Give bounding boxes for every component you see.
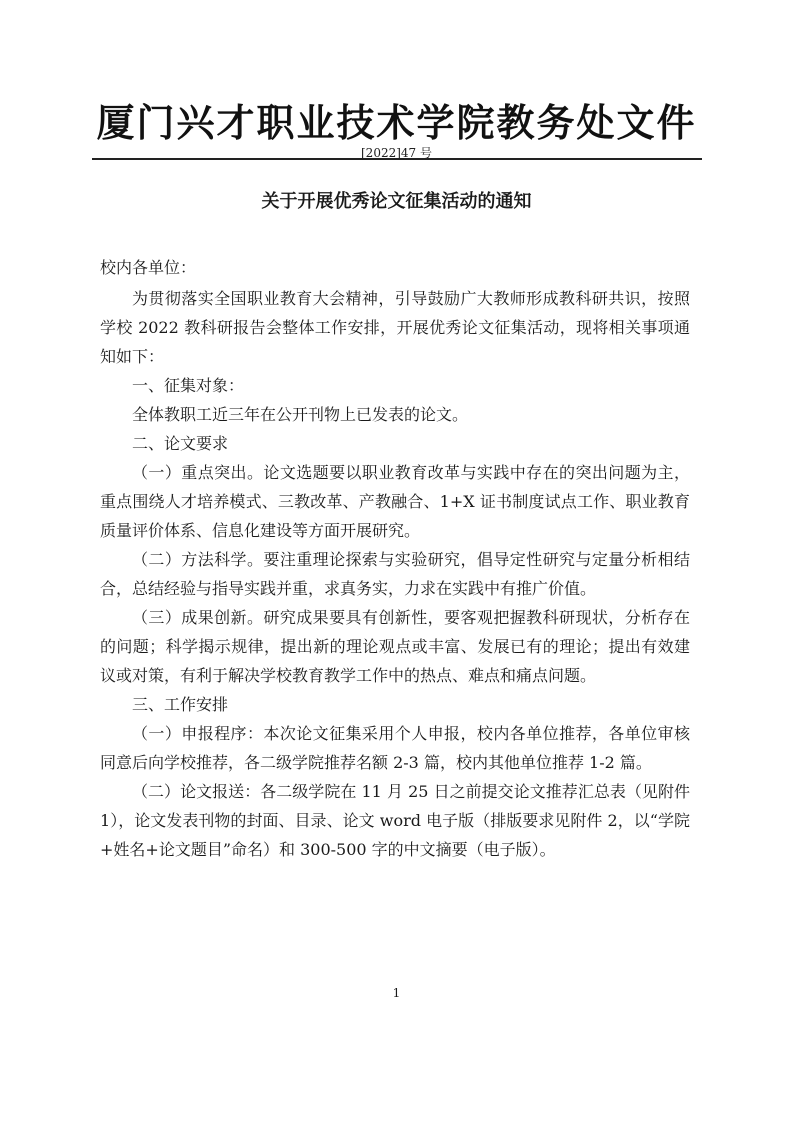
paragraph-requirement-3: （三）成果创新。研究成果要具有创新性，要客观把握教科研现状，分析存在的问题；科学揭示规律，提出新的理论观点或丰富、发展已有的理论；提出有效建议或对策，有利于解决学校教育教学工作中的热点、难点和痛点问题。	[100, 608, 690, 685]
paragraph-arrangement-2: （二）论文报送：各二级学院在 11 月 25 日之前提交论文推荐汇总表（见附件 1），论文发表刊物的封面、目录、论文 word 电子版（排版要求见附件 2，以“学院+姓名+论文题目”命名）和 300-500 字的中文摘要（电子版）。	[100, 782, 690, 859]
section-heading-2: 二、论文要求	[132, 434, 229, 453]
paragraph-intro: 为贯彻落实全国职业教育大会精神，引导鼓励广大教师形成教科研共识，按照学校 2022 教科研报告会整体工作安排，开展优秀论文征集活动，现将相关事项通知如下：	[100, 289, 690, 366]
paragraph-arrangement-1: （一）申报程序：本次论文征集采用个人申报，校内各单位推荐，各单位审核同意后向学校推荐，各二级学院推荐名额 2-3 篇，校内其他单位推荐 1-2 篇。	[100, 724, 690, 772]
section-heading-3: 三、工作安排	[132, 695, 229, 714]
notice-body	[100, 284, 690, 864]
org-title: 厦门兴才职业技术学院教务处文件	[96, 100, 697, 145]
salutation: 校内各单位：	[100, 258, 197, 277]
header-divider	[92, 158, 702, 160]
paragraph-requirement-1: （一）重点突出。论文选题要以职业教育改革与实践中存在的突出问题为主，重点围绕人才培养模式、三教改革、产教融合、1+X 证书制度试点工作、职业教育质量评价体系、信息化建设等方面开展研究。	[100, 463, 690, 540]
section-heading-1: 一、征集对象：	[132, 376, 245, 395]
paragraph-target: 全体教职工近三年在公开刊物上已发表的论文。	[132, 405, 469, 424]
notice-title: 关于开展优秀论文征集活动的通知	[261, 191, 532, 212]
page-number: 1	[392, 986, 401, 1000]
doc-number: [2022]47 号	[361, 146, 432, 160]
paragraph-requirement-2: （二）方法科学。要注重理论探索与实验研究，倡导定性研究与定量分析相结合，总结经验与指导实践并重，求真务实，力求在实践中有推广价值。	[100, 550, 690, 598]
